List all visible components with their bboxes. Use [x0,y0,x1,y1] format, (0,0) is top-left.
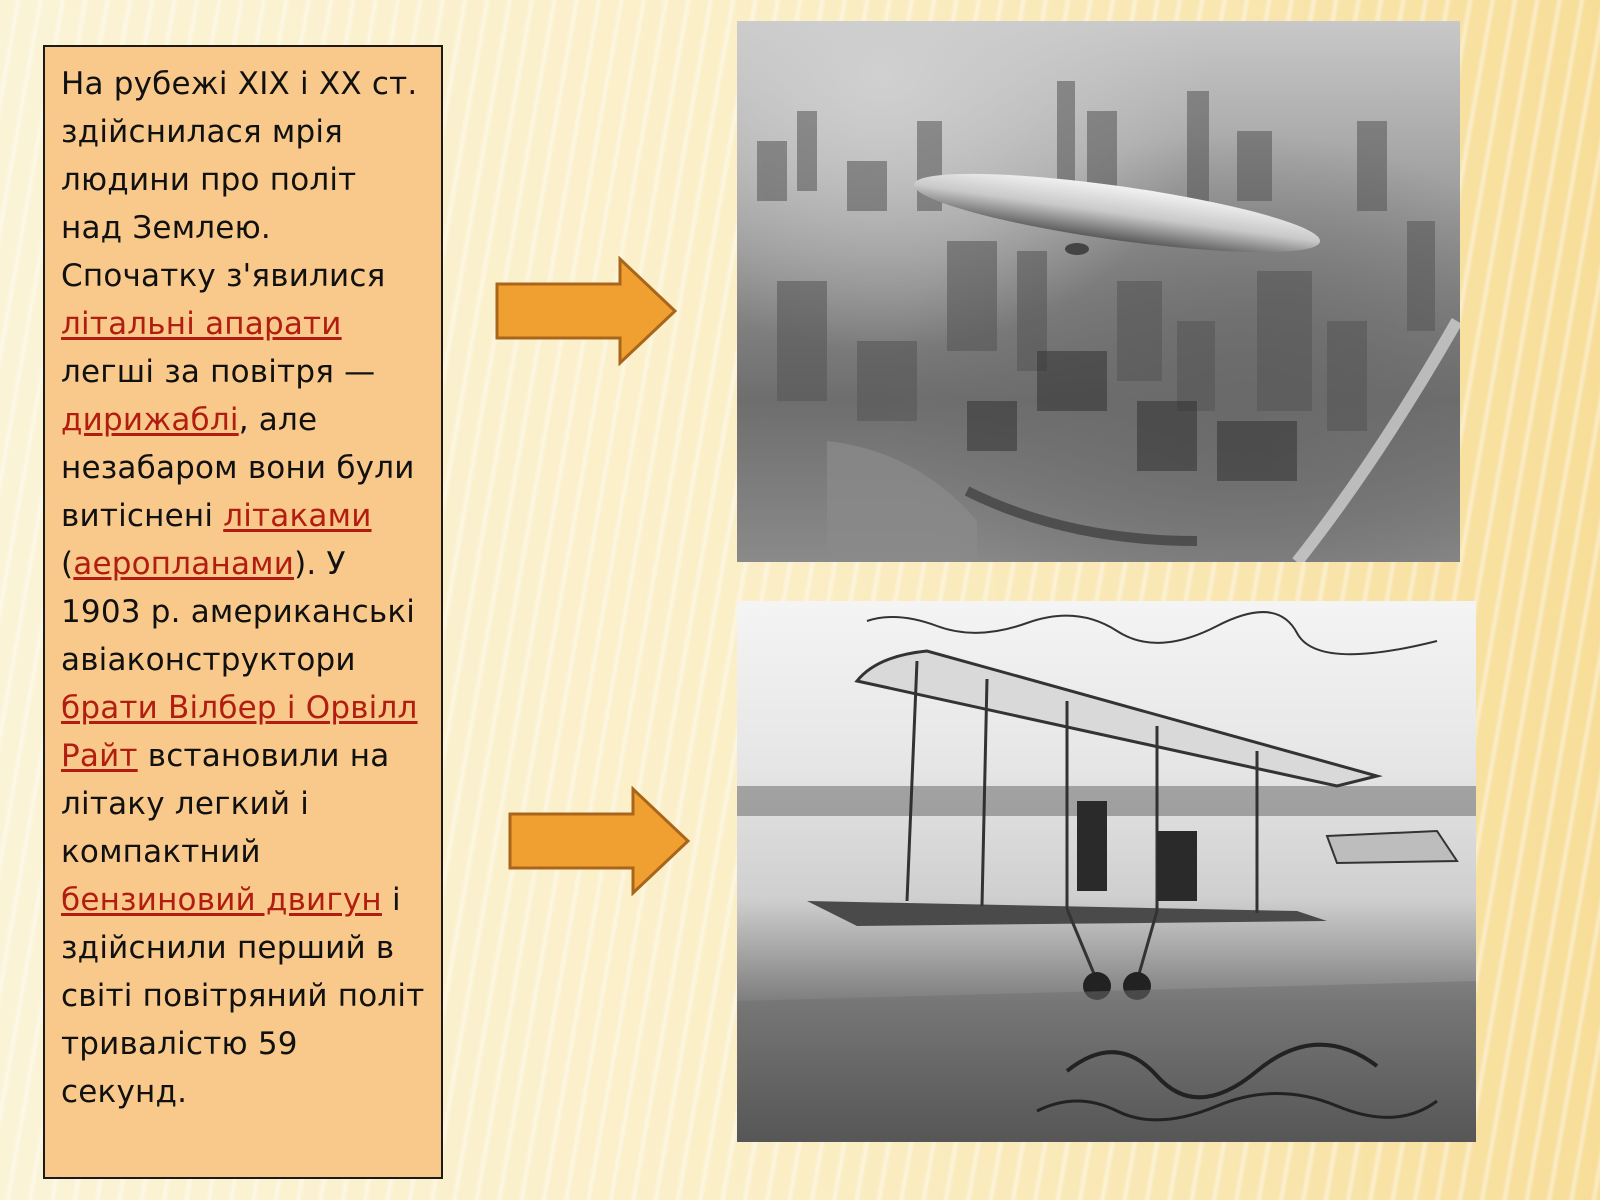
link-gasoline-engine[interactable]: бензиновий двигун [61,882,382,918]
link-flying-machines[interactable]: літальні апарати [61,306,342,342]
airship-over-city-photo [737,21,1460,562]
arrow-right-icon [508,786,692,896]
city-photo-art [737,21,1460,562]
text-panel [43,45,443,1179]
early-biplane-photo [737,601,1476,1142]
arrow-right-icon [495,256,679,366]
text-segment-3: , але незабаром вони були витіснені [61,402,415,534]
text-segment-2: легші за повітря — [61,354,376,390]
link-airplanes[interactable]: літаками [223,498,372,534]
text-segment-1: На рубежі XIX і XX ст. здійснилася мрія людини про політ над Землею. Спочатку з'явилися [61,66,418,294]
biplane-photo-art [737,601,1476,1142]
link-aeroplanes[interactable]: аеропланами [73,546,295,582]
link-airships[interactable]: дирижаблі [61,402,239,438]
text-segment-5: ). У 1903 р. американські авіаконструктори [61,546,416,678]
text-segment-7: і здійснили перший в світі повітряний політ тривалістю 59 секунд. [61,882,425,1110]
link-wright-brothers[interactable]: брати Вілбер і Орвілл Райт [61,690,418,774]
text-segment-4: ( [61,546,74,582]
text-segment-6: встановили на літаку легкий і компактний [61,738,390,870]
